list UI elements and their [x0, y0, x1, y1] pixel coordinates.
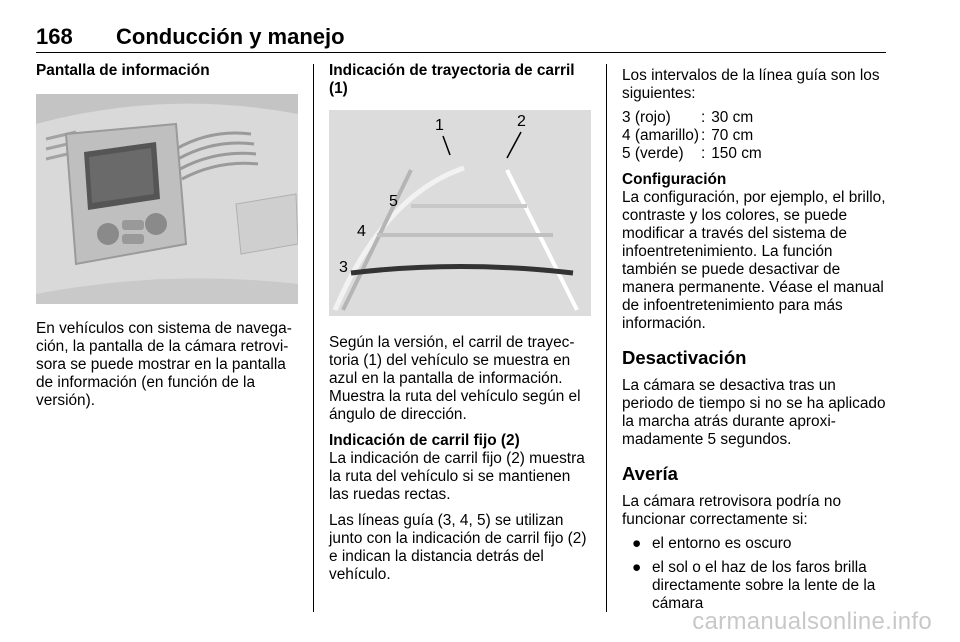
table-row: [622, 109, 762, 127]
bullet-icon: ●: [632, 535, 642, 552]
paragraph-intervalos: Los intervalos de la línea guía son los siguientes:: [622, 67, 880, 102]
list-item: [622, 535, 888, 553]
table-row: [622, 127, 762, 145]
distance-separator: :: [700, 145, 706, 162]
distance-separator: :: [700, 109, 706, 126]
section-heading-pantalla: Pantalla de información: [36, 62, 210, 79]
distance-label: 5 (verde): [622, 145, 684, 162]
bullet-icon: ●: [632, 559, 642, 576]
column-2: [329, 62, 591, 584]
chapter-title: Conducción y manejo: [116, 24, 345, 49]
section-title-desactivacion: Desactivación: [622, 347, 747, 368]
paragraph-averia: La cámara retrovisora podría no funcionar correctamente si:: [622, 493, 842, 528]
diagram-label-3: 3: [339, 259, 348, 276]
distance-value: 70 cm: [711, 127, 754, 144]
section-heading-configuracion: Configuración: [622, 171, 727, 188]
diagram-label-5: 5: [389, 193, 398, 210]
paragraph-configuracion: La configuración, por ejemplo, el brillo, contraste y los colores, se puede modificar a través del sistema de infoentretenimiento. La función también se puede desactivar de manera permanente. Véase el manual de infoentretenimiento para más información.: [622, 189, 886, 332]
list-item-text: el entorno es oscuro: [652, 535, 792, 552]
dashboard-display-illustration: [36, 94, 298, 304]
guide-lines-svg: [329, 110, 591, 316]
section-title-averia: Avería: [622, 463, 678, 484]
section-heading-carril-fijo: Indicación de carril fijo (2): [329, 432, 520, 449]
paragraph-carril-fijo: La indicación de carril fijo (2) muestra la ruta del vehículo si se mantienen las ruedas rectas.: [329, 450, 585, 503]
list-item-text: el sol o el haz de los faros brilla directamente sobre la lente de la cámara: [652, 559, 876, 612]
diagram-label-4: 4: [357, 223, 366, 240]
paragraph-desactivacion: La cámara se desactiva tras un periodo de tiempo si no se ha aplicado la marcha atrás durante aproximadamente 5 segundos.: [622, 377, 886, 448]
fault-conditions-list: [622, 535, 888, 613]
distance-value: 150 cm: [711, 145, 762, 162]
distance-label: 4 (amarillo): [622, 127, 699, 144]
column-divider: [606, 64, 607, 612]
distance-separator: :: [700, 127, 706, 144]
list-item: [622, 559, 888, 613]
dashboard-illustration-svg: [36, 94, 298, 304]
table-row: [622, 145, 762, 163]
page-header: [36, 22, 886, 53]
paragraph-trayectoria: Según la versión, el carril de trayectoria (1) del vehículo se muestra en azul en la pantalla de información. Muestra la ruta del vehículo según el ángulo de dirección.: [329, 334, 581, 423]
distance-table: [622, 109, 762, 163]
diagram-label-2: 2: [517, 113, 526, 130]
column-1: [36, 62, 298, 410]
watermark: carmanualsonline.info: [692, 608, 932, 635]
paragraph-pantalla: En vehículos con sistema de navegación, la pantalla de la cámara retrovisora se puede mostrar en la pantalla de información (en función de la versión).: [36, 320, 292, 409]
page-number: 168: [36, 24, 73, 49]
distance-label: 3 (rojo): [622, 109, 671, 126]
distance-value: 30 cm: [711, 109, 754, 126]
paragraph-lineas-guia: Las líneas guía (3, 4, 5) se utilizan junto con la indicación de carril fijo (2) e indican la distancia detrás del vehículo.: [329, 512, 587, 583]
column-3: [622, 62, 888, 619]
column-divider: [313, 64, 314, 612]
section-heading-trayectoria: Indicación de trayectoria de carril (1): [329, 62, 575, 97]
diagram-label-1: 1: [435, 117, 444, 134]
guide-lines-diagram: [329, 110, 591, 316]
